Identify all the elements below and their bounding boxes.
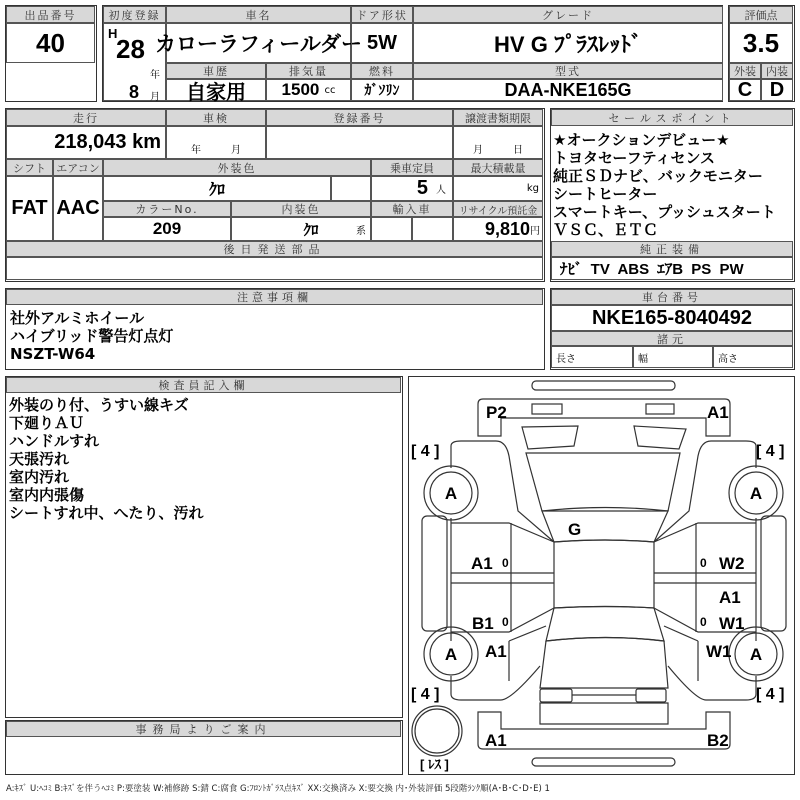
year-unit: 年: [150, 70, 160, 81]
text-line: ハイブリッド警告灯点灯: [10, 327, 174, 345]
shift: FAT: [6, 176, 53, 241]
mark-right-rear-door-count: 0: [700, 615, 707, 629]
text-line: ★オークションデビュー★: [553, 131, 730, 149]
text-line: 外装のり付、うすい線キズ: [9, 396, 189, 414]
int-score: D: [761, 79, 793, 101]
rear-bar: [532, 758, 675, 766]
taillight-right: [636, 689, 666, 702]
displacement: [266, 79, 351, 101]
rear-glass: [546, 607, 664, 642]
width: 幅: [633, 346, 713, 368]
mark-left-front-door: A1: [471, 554, 493, 573]
door-label: ドア形状: [351, 6, 413, 23]
displacement-value: 1500: [281, 80, 320, 99]
windshield: [542, 508, 668, 543]
office-box: [5, 720, 403, 775]
fuel-label: 燃料: [351, 63, 413, 79]
left-rear-body: [451, 626, 546, 700]
tread-rr: [ 4 ]: [756, 686, 785, 703]
car-name-label: 車名: [166, 6, 351, 23]
later-parts-label: 後日発送部品: [6, 241, 543, 257]
equipment: ﾅﾋﾞ TV ABS ｴｱB PS PW: [551, 257, 793, 280]
text-line: シートすれ中、へたり、汚れ: [9, 504, 204, 522]
mark-front-bumper-right: A1: [707, 403, 729, 422]
text-line: スマートキー、プッシュスタート: [553, 203, 776, 221]
color-no-label: カラーNo.: [103, 201, 231, 217]
tire-fr-grade: A: [749, 484, 763, 503]
inspector-label: 検査員記入欄: [6, 377, 401, 393]
mark-windshield: G: [568, 520, 582, 539]
mark-right-front-door-count: 0: [700, 556, 707, 570]
recycle: [453, 217, 543, 241]
mark-right-front-door: W2: [719, 554, 745, 573]
text-line: トヨタセーフティセンス: [553, 149, 716, 167]
capacity-label: 乗車定員: [371, 159, 453, 176]
spare-label: [ ﾚｽ ]: [420, 757, 449, 772]
windshield-wipers: [522, 426, 686, 449]
lot-box: [5, 5, 97, 102]
shift-label: シフト: [6, 159, 53, 176]
import: [371, 217, 412, 241]
front-bar: [532, 381, 675, 390]
notes-text: [10, 309, 173, 363]
text-line: ＶＳＣ、ＥＴＣ: [553, 221, 659, 239]
mark-front-bumper-left: P2: [486, 403, 507, 422]
history-label: 車歴: [166, 63, 266, 79]
taillight-left: [540, 689, 572, 702]
legend: A:ｷｽﾞ U:ﾍｺﾐ B:ｷｽﾞを伴うﾍｺﾐ P:要塗装 W:補修跡 S:錆 C:腐食 G:ﾌﾛﾝﾄｶﾞﾗｽ点ｷｽﾞ XX:交換済み X:要交換 内･外装評価 5段階ﾗﾝｸ順(A･B･C･D･E) 1: [6, 784, 550, 794]
text-line: 天張汚れ: [9, 450, 70, 468]
equipment-label: 純正装備: [551, 241, 793, 257]
roof: [554, 540, 654, 608]
aircon-label: エアコン: [53, 159, 103, 176]
lot-label: 出品番号: [6, 6, 95, 23]
spare-tire-icon: [412, 706, 462, 756]
int-color-label: 内装色: [231, 201, 371, 217]
sales-box: [550, 108, 795, 282]
import-label: 輸入車: [371, 201, 453, 217]
ext-color-label: 外装色: [103, 159, 371, 176]
lot-number: 40: [6, 23, 95, 63]
capacity-unit: 人: [436, 185, 446, 196]
rear-bumper: [478, 712, 730, 749]
car-name: カローラフィールダー: [166, 23, 351, 63]
inspector-box: [5, 376, 403, 718]
mileage-label: 走行: [6, 109, 166, 126]
recycle-label: リサイクル預託金: [453, 201, 543, 217]
headlight-right: [646, 404, 674, 414]
max-load-label: 最大積載量: [453, 159, 543, 176]
max-load: kg: [453, 176, 543, 201]
inspection-date: [166, 126, 266, 159]
right-rear-body: [664, 626, 756, 700]
fuel: ｶﾞｿﾘﾝ: [351, 79, 413, 101]
trunk: [540, 638, 668, 689]
details-box: [5, 108, 545, 282]
int-color: [231, 217, 371, 241]
ext-color: ｸﾛ: [103, 176, 331, 201]
notes-label: 注意事項欄: [6, 289, 543, 305]
vehicle-info: [102, 5, 723, 102]
ext-label: 外装: [729, 63, 761, 79]
text-line: 室内汚れ: [9, 468, 70, 486]
length: 長さ: [551, 346, 633, 368]
grade: HV G ﾌﾟﾗｽﾚｯﾄﾞ: [413, 23, 723, 63]
mark-rear-bumper-left: A1: [485, 731, 507, 750]
ext-score: C: [729, 79, 761, 101]
mark-left-rear-door-count: 0: [502, 615, 509, 629]
text-line: 下廻りＡＵ: [9, 414, 85, 432]
height: 高さ: [713, 346, 793, 368]
history: 自家用: [166, 79, 266, 101]
tread-rl: [ 4 ]: [411, 686, 440, 703]
front-bumper: [478, 399, 730, 436]
int-color-value: ｸﾛ: [303, 221, 319, 239]
reg-year: 28: [116, 34, 145, 64]
door-type: 5W: [351, 23, 413, 63]
mark-rear-bumper-right: B2: [707, 731, 729, 750]
transfer-label: 譲渡書類期限: [453, 109, 543, 126]
chassis-label: 車台番号: [551, 289, 793, 305]
left-step: [422, 516, 447, 631]
text-line: 純正ＳＤナビ、バックモニター: [553, 167, 763, 185]
mark-left-rear-fender: A1: [485, 642, 507, 661]
tire-rl-grade: A: [444, 645, 458, 664]
import-extra: [412, 217, 453, 241]
tread-fl: [ 4 ]: [411, 443, 440, 460]
text-line: 室内内張傷: [9, 486, 85, 504]
overall-score: 3.5: [729, 23, 793, 63]
model-label: 型式: [413, 63, 723, 79]
reg-no: [266, 126, 453, 159]
grade-label: グレード: [413, 6, 723, 23]
rear-panel: [540, 703, 668, 724]
mark-right-rear-fender: W1: [706, 642, 732, 661]
year-unit: 年: [191, 145, 201, 156]
notes-box: [5, 288, 545, 370]
displacement-unit: cc: [324, 84, 336, 96]
day-unit: 日: [513, 145, 523, 156]
sales-points-label: セールスポイント: [551, 109, 793, 126]
text-line: 社外アルミホイール: [10, 309, 145, 327]
model-code: DAA-NKE165G: [413, 79, 723, 101]
capacity-value: 5: [416, 177, 428, 199]
damage-diagram: [408, 376, 795, 775]
mark-right-rear-door-a: A1: [719, 588, 741, 607]
month-unit: 月: [473, 145, 483, 156]
int-color-unit: 系: [356, 226, 366, 237]
spec-label: 諸元: [551, 331, 793, 346]
reg-no-label: 登録番号: [266, 109, 453, 126]
era: H: [108, 26, 118, 41]
transfer-date: [453, 126, 543, 159]
text-line: シートヒーター: [553, 185, 658, 203]
right-step: [761, 516, 786, 631]
tire-fl-grade: A: [444, 484, 458, 503]
text-line: ハンドルすれ: [9, 432, 100, 450]
chassis-number: NKE165-8040492: [551, 305, 793, 331]
int-label: 内装: [761, 63, 793, 79]
recycle-value: 9,810: [484, 218, 530, 239]
headlight-left: [532, 404, 562, 414]
capacity: [371, 176, 453, 201]
month-unit: 月: [150, 92, 160, 103]
mileage: 218,043 km: [6, 126, 166, 159]
color-no: 209: [103, 217, 231, 241]
inspector-notes: [9, 396, 204, 522]
score-box: [728, 5, 795, 102]
month-unit: 月: [231, 145, 241, 156]
mark-left-front-door-count: 0: [502, 556, 509, 570]
text-line: NSZT-W64: [10, 345, 96, 363]
first-reg-label: 初度登録: [103, 6, 166, 23]
chassis-box: [550, 288, 795, 370]
mark-right-rear-door-w: W1: [719, 614, 745, 633]
displacement-label: 排気量: [266, 63, 351, 79]
inspection-label: 車検: [166, 109, 266, 126]
ext-color-extra: [331, 176, 371, 201]
hood: [526, 453, 680, 511]
mark-left-rear-door: B1: [472, 614, 494, 633]
sales-points: [553, 131, 776, 239]
recycle-unit: 円: [530, 225, 540, 237]
score-label: 評価点: [729, 6, 793, 23]
office-label: 事務局よりご案内: [6, 721, 401, 737]
tread-fr: [ 4 ]: [756, 443, 785, 460]
later-parts: [6, 257, 543, 280]
tire-rr-grade: A: [749, 645, 763, 664]
aircon: AAC: [53, 176, 103, 241]
reg-month: 8: [129, 82, 140, 102]
